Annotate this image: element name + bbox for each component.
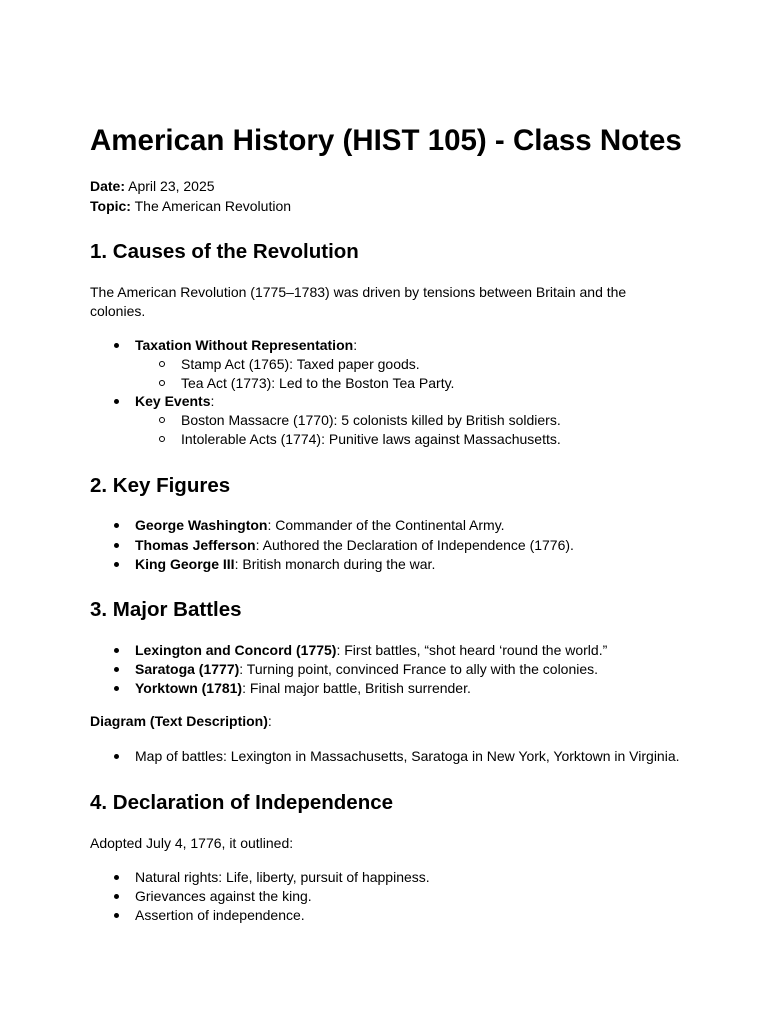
item-text: : Authored the Declaration of Independence (1776). — [255, 537, 574, 553]
item-text: Intolerable Acts (1774): Punitive laws against Massachusetts. — [181, 431, 561, 447]
bullet-icon — [114, 543, 119, 548]
list-subitem — [181, 355, 420, 373]
bullet-icon — [114, 754, 119, 759]
circle-bullet-icon — [159, 361, 165, 367]
section-heading-major-battles: 3. Major Battles — [90, 598, 242, 621]
bullet-icon — [114, 667, 119, 672]
item-text: : British monarch during the war. — [234, 556, 436, 572]
item-bold: Taxation Without Representation — [135, 337, 354, 353]
paragraph: colonies. — [90, 303, 146, 319]
list-item — [135, 555, 435, 573]
item-bold: George Washington — [135, 517, 268, 533]
circle-bullet-icon — [159, 436, 165, 442]
list-subitem — [181, 430, 561, 448]
list-item — [135, 660, 598, 678]
item-text: : Turning point, convinced France to ally with the colonies. — [239, 661, 599, 677]
bullet-icon — [114, 894, 119, 899]
date-label: Date: — [90, 178, 126, 194]
item-bold: Diagram (Text Description) — [90, 713, 268, 729]
item-text: Assertion of independence. — [135, 907, 305, 923]
list-subitem — [181, 411, 561, 429]
item-text: Grievances against the king. — [135, 888, 312, 904]
item-text: : Final major battle, British surrender. — [242, 680, 471, 696]
item-text: : Commander of the Continental Army. — [267, 517, 505, 533]
item-bold: Key Events — [135, 393, 211, 409]
list-item — [135, 679, 471, 697]
bullet-icon — [114, 875, 119, 880]
list-subitem — [181, 374, 454, 392]
bullet-icon — [114, 648, 119, 653]
list-item — [135, 747, 680, 765]
item-bold: King George III — [135, 556, 235, 572]
item-bold: Lexington and Concord (1775) — [135, 642, 337, 658]
item-text: : — [353, 337, 358, 353]
list-item — [135, 516, 505, 534]
list-item — [135, 392, 214, 410]
paragraph: Adopted July 4, 1776, it outlined: — [90, 835, 294, 851]
item-text: : First battles, “shot heard ‘round the world.” — [336, 642, 608, 658]
item-bold: Thomas Jefferson — [135, 537, 256, 553]
item-bold: Saratoga (1777) — [135, 661, 240, 677]
topic-line — [90, 197, 291, 215]
item-bold: Yorktown (1781) — [135, 680, 243, 696]
bullet-icon — [114, 343, 119, 348]
bullet-icon — [114, 686, 119, 691]
bullet-icon — [114, 399, 119, 404]
bullet-icon — [114, 562, 119, 567]
list-item — [135, 906, 305, 924]
list-item — [135, 536, 574, 554]
topic-value: The American Revolution — [130, 198, 292, 214]
paragraph: The American Revolution (1775–1783) was driven by tensions between Britain and the — [90, 284, 627, 300]
bullet-icon — [114, 913, 119, 918]
circle-bullet-icon — [159, 380, 165, 386]
diagram-label — [90, 712, 272, 730]
circle-bullet-icon — [159, 417, 165, 423]
topic-label: Topic: — [90, 198, 131, 214]
section-heading-causes: 1. Causes of the Revolution — [90, 240, 359, 263]
list-item — [135, 887, 312, 905]
list-item — [135, 641, 607, 659]
item-text: Natural rights: Life, liberty, pursuit of happiness. — [135, 869, 430, 885]
date-value: April 23, 2025 — [125, 178, 215, 194]
item-text: Boston Massacre (1770): 5 colonists killed by British soldiers. — [181, 412, 561, 428]
bullet-icon — [114, 523, 119, 528]
section-heading-key-figures: 2. Key Figures — [90, 474, 231, 497]
item-text: Stamp Act (1765): Taxed paper goods. — [181, 356, 420, 372]
date-line — [90, 177, 215, 195]
item-text: : — [267, 713, 272, 729]
page-title: American History (HIST 105) - Class Notes — [90, 124, 682, 157]
item-text: Tea Act (1773): Led to the Boston Tea Party. — [181, 375, 455, 391]
list-item — [135, 336, 357, 354]
item-text: Map of battles: Lexington in Massachusetts, Saratoga in New York, Yorktown in Virginia. — [135, 748, 680, 764]
list-item — [135, 868, 430, 886]
item-text: : — [210, 393, 215, 409]
section-heading-declaration: 4. Declaration of Independence — [90, 791, 394, 814]
